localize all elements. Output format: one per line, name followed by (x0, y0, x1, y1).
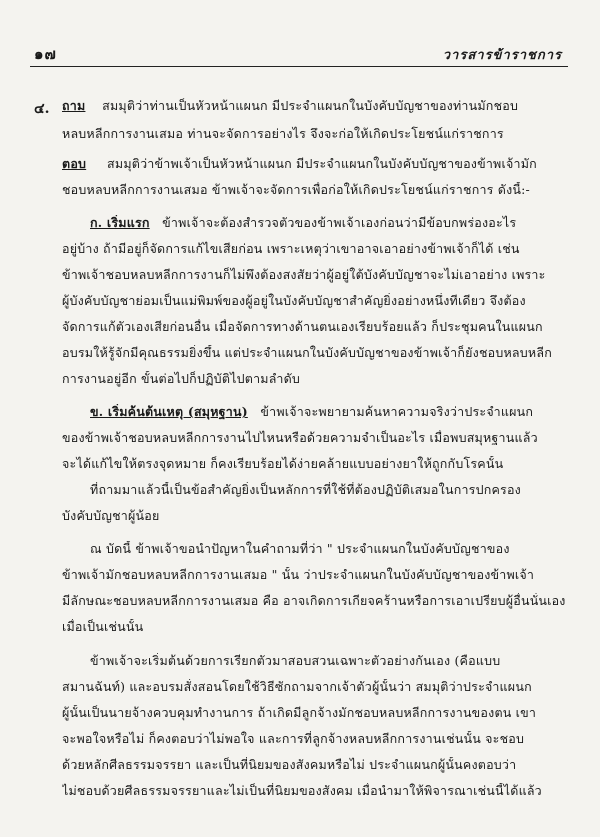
running-header-title: วารสารข้าราชการ (442, 48, 562, 63)
section-ka-line-6: อบรมให้รู้จักมีคุณธรรมยิ่งขึ้น แต่ประจำแผนกในบังคับบัญชาของข้าพเจ้าก็ยังชอบหลบหลีก (62, 345, 552, 360)
section-ka-line-1 (90, 215, 516, 231)
section-kho-label: ข. เริ่มค้นต้นเหตุ (สมุหฐาน) (90, 404, 248, 419)
section-kho-text-1: ข้าพเจ้าจะพยายามค้นหาความจริงว่าประจำแผนก (260, 404, 534, 419)
section-kho-line-1 (90, 404, 533, 420)
section-ka-line-5: จัดการแก้ตัวเองเสียก่อนอื่น เมื่อจัดการทางด้านตนเองเรียบร้อยแล้ว ก็ประชุมคนในแผนก (62, 319, 543, 334)
section-c-line-2: สมานฉันท์) และอบรมสั่งสอนโดยใช้วิธีซักถามจากเจ้าตัวผู้นั้นว่า สมมุติว่าประจำแผนก (62, 679, 532, 694)
question-number: ๔. (34, 101, 50, 117)
section-b-line-3: มีลักษณะชอบหลบหลีกการงานเสมอ คือ อาจเกิดการเกียจคร้านหรือการเอาเปรียบผู้อื่นนั่นเอง (62, 593, 566, 608)
section-ka-line-3: ข้าพเจ้าชอบหลบหลีกการงานก็ไม่พึงต้องสงสัยว่าผู้อยู่ใต้บังคับบัญชาจะไม่เอาอย่าง เพราะ (62, 267, 546, 282)
answer-line-1 (62, 156, 537, 172)
section-kho-line-2: ของข้าพเจ้าชอบหลบหลีกการงานไปไหนหรือด้วยความจำเป็นอะไร เมื่อพบสมุหฐานแล้ว (62, 430, 538, 445)
section-c-line-6: ไม่ชอบด้วยศีลธรรมจรรยาและไม่เป็นที่นิยมของสังคม เมื่อนำมาให้พิจารณาเช่นนี้ได้แล้ว (62, 783, 542, 798)
question-line-2: หลบหลีกการงานเสมอ ท่านจะจัดการอย่างไร จึงจะก่อให้เกิดประโยชน์แก่ราชการ (62, 126, 504, 141)
page-number: ๑๗ (34, 45, 57, 63)
section-ka-text-1: ข้าพเจ้าจะต้องสำรวจตัวของข้าพเจ้าเองก่อนว่ามีข้อบกพร่องอะไร (162, 215, 517, 230)
section-c-line-4: จะพอใจหรือไม่ ก็คงตอบว่าไม่พอใจ และการที่ลูกจ้างหลบหลีกการงานเช่นนั้น จะชอบ (62, 731, 525, 746)
section-ka-line-7: การงานอยู่อีก ขั้นต่อไปก็ปฏิบัติไปตามลำดับ (62, 371, 301, 386)
question-line-1 (62, 98, 518, 114)
section-kho-line-3: จะได้แก้ไขให้ตรงจุดหมาย ก็คงเรียบร้อยได้ง่ายคล้ายแบบอย่างยาให้ถูกกับโรคนั้น (62, 456, 504, 471)
section-kho-line-5: บังคับบัญชาผู้น้อย (62, 508, 160, 523)
section-b-line-2: ข้าพเจ้ามักชอบหลบหลีกการงานเสมอ " นั้น ว่าประจำแผนกในบังคับบัญชาของข้าพเจ้า (62, 567, 535, 582)
section-ka-label: ก. เริ่มแรก (90, 215, 150, 230)
section-c-line-5: ด้วยหลักศีลธรรมจรรยา และเป็นที่นิยมของสังคมหรือไม่ ประจำแผนกผู้นั้นคงตอบว่า (62, 757, 517, 772)
section-ka-line-4: ผู้บังคับบัญชาย่อมเป็นแม่พิมพ์ของผู้อยู่ในบังคับบัญชาสำคัญยิ่งอย่างหนึ่งทีเดียว จึงต้อง (62, 293, 526, 308)
section-b-line-1: ณ บัดนี้ ข้าพเจ้าขอนำปัญหาในคำถามที่ว่า " ประจำแผนกในบังคับบัญชาของ (90, 541, 510, 556)
answer-text-1: สมมุติว่าข้าพเจ้าเป็นหัวหน้าแผนก มีประจำแผนกในบังคับบัญชาของข้าพเจ้ามัก (107, 156, 537, 171)
answer-line-2: ชอบหลบหลีกการงานเสมอ ข้าพเจ้าจะจัดการเพื่อก่อให้เกิดประโยชน์แก่ราชการ ดังนี้:- (62, 182, 530, 197)
header-rule (30, 66, 568, 67)
question-label: ถาม (62, 98, 86, 113)
section-ka-line-2: อยู่บ้าง ถ้ามีอยู่ก็จัดการแก้ไขเสียก่อน เพราะเหตุว่าเขาอาจเอาอย่างข้าพเจ้าก็ได้ เช่น (62, 241, 520, 256)
section-kho-line-4: ที่ถามมาแล้วนี้เป็นข้อสำคัญยิ่งเป็นหลักการที่ใช้ที่ต้องปฏิบัติเสมอในการปกครอง (90, 482, 521, 497)
question-text-1: สมมุติว่าท่านเป็นหัวหน้าแผนก มีประจำแผนกในบังคับบัญชาของท่านมักชอบ (102, 98, 519, 113)
section-c-line-1: ข้าพเจ้าจะเริ่มต้นด้วยการเรียกตัวมาสอบสวนเฉพาะตัวอย่างกันเอง (คือแบบ (90, 653, 501, 668)
answer-label: ตอบ (62, 156, 87, 171)
section-b-line-4: เมื่อเป็นเช่นนั้น (62, 619, 144, 634)
section-c-line-3: ผู้นั้นเป็นนายจ้างควบคุมทำงานการ ถ้าเกิดมีลูกจ้างมักชอบหลบหลีกการงานของตน เขา (62, 705, 537, 720)
